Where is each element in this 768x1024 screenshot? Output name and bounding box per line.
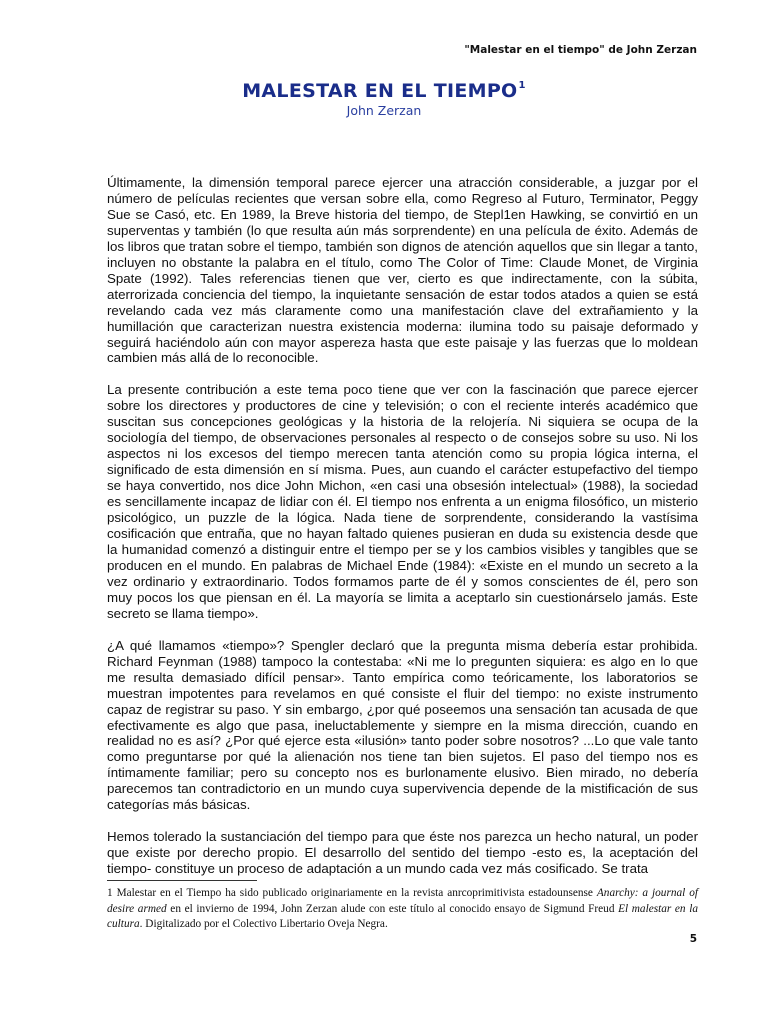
footnote-text-2: en el invierno de 1994, John Zerzan alude con este título al conocido ensayo de Sigmund Freud bbox=[166, 902, 619, 915]
page-title bbox=[0, 74, 768, 103]
footnote bbox=[107, 886, 698, 933]
paragraph-4: Hemos tolerado la sustanciación del tiempo para que éste nos parezca un hecho natural, un poder que existe por derecho propio. El desarrollo del sentido del tiempo -esto es, la aceptación del tiempo- constituye un proceso de adaptación a un mundo cada vez más cosificado. Se trata bbox=[107, 829, 698, 877]
footnote-number: 1 bbox=[107, 887, 113, 899]
paragraph-1: Últimamente, la dimensión temporal parece ejercer una atracción considerable, a juzgar por el número de películas recientes que versan sobre ella, como Regreso al Futuro, Terminator, Peggy Sue se Casó, etc. En 1989, la Breve historia del tiempo, de Stepl1en Hawking, se convirtió en un superventas y también (lo que resulta aún más sorprendente) en una película de éxito. Además de los libros que tratan sobre el tiempo, también son dignos de atención aquellos que sin llegar a tanto, incluyen no obstante la palabra en el título, como The Color of Time: Claude Monet, de Virginia Spate (1992). Tales referencias tienen que ver, cierto es que indirectamente, con la súbita, aterrorizada conciencia del tiempo, la inquietante sensación de estar todos atados a quien se está revelando cada vez más claramente como una manifestación clave del extrañamiento y la humillación que caracterizan nuestra existencia moderna: ilumina todo su paisaje deformado y seguirá haciéndolo aún con mayor aspereza hasta que este paisaje y las fuerzas que lo moldean cambien más allá de lo reconocible. bbox=[107, 175, 698, 366]
title-block bbox=[0, 74, 768, 119]
footnote-italic-journal: Anarchy: a journal of desire armed bbox=[107, 887, 699, 915]
footnote-text-1: Malestar en el Tiempo ha sido publicado originariamente en la revista anrcoprimitivista estadounsense bbox=[116, 887, 597, 899]
page-number: 5 bbox=[689, 933, 697, 945]
paragraph-3: ¿A qué llamamos «tiempo»? Spengler declaró que la pregunta misma debería estar prohibida. Richard Feynman (1988) tampoco la contestaba: «Ni me lo pregunten siquiera: es algo en lo que me resulta demasiado difícil pensar». Tanto empírica como teóricamente, los laboratorios se muestran impotentes para revelamos en qué consiste el fluir del tiempo: no existe instrumento capaz de registrar su paso. Y sin embargo, ¿por qué poseemos una sensación tan acusada de que efectivamente es algo que pasa, ineluctablemente y siempre en la misma dirección, cuando en realidad no es así? ¿Por qué ejerce esta «ilusión» tanto poder sobre nosotros? ...Lo que vale tanto como preguntarse por qué la alienación nos tiene tan bien sujetos. El paso del tiempo nos es íntimamente familiar; pero su concepto nos es burlonamente elusivo. Bien mirado, no debería parecemos tan contradictorio en un mundo cuya supervivencia depende de la mistificación de sus categorías más básicas. bbox=[107, 637, 698, 813]
page-title-text: MALESTAR EN EL TIEMPO bbox=[242, 80, 518, 102]
footnote-divider bbox=[107, 880, 257, 881]
body-text bbox=[107, 175, 698, 893]
author-name: John Zerzan bbox=[346, 103, 422, 118]
footnote-text-3: . Digitalizado por el Colectivo Libertario Oveja Negra. bbox=[139, 918, 388, 930]
paragraph-2: La presente contribución a este tema poco tiene que ver con la fascinación que parece ejercer sobre los directores y productores de cine y televisión; o con el reciente interés académico que suscitan sus concepciones geológicas y la historia de la relojería. Ni siquiera se ocupa de la sociología del tiempo, de observaciones personales al respecto o de consejos sobre su uso. Ni los aspectos ni los excesos del tiempo merecen tanta atención como su propia lógica interna, el significado de esta dimensión en sí misma. Pues, aun cuando el carácter estupefactivo del tiempo se haya convertido, nos dice John Michon, «en casi una obsesión intelectual» (1988), la sociedad es sencillamente incapaz de lidiar con él. El tiempo nos enfrenta a un enigma filosófico, un misterio psicológico, un puzzle de la lógica. Nada tiene de sorprendente, considerando la vastísima cosificación que entraña, que no hayan faltado quienes pusieran en duda su existencia desde que la humanidad comenzó a distinguir entre el tiempo per se y los cambios visibles y tangibles que se producen en el mundo. En palabras de Michael Ende (1984): «Existe en el mundo un secreto a la vez ordinario y extraordinario. Todos formamos parte de él y somos conscientes de él, pero son muy pocos los que piensan en él. La mayoría se limita a aceptarlo sin cuestionárselo jamás. Este secreto se llama tiempo». bbox=[107, 382, 698, 621]
footnote-italic-book: El malestar en la cultura bbox=[107, 902, 698, 930]
title-footnote-marker: 1 bbox=[518, 80, 526, 91]
running-header: "Malestar en el tiempo" de John Zerzan bbox=[464, 44, 697, 56]
